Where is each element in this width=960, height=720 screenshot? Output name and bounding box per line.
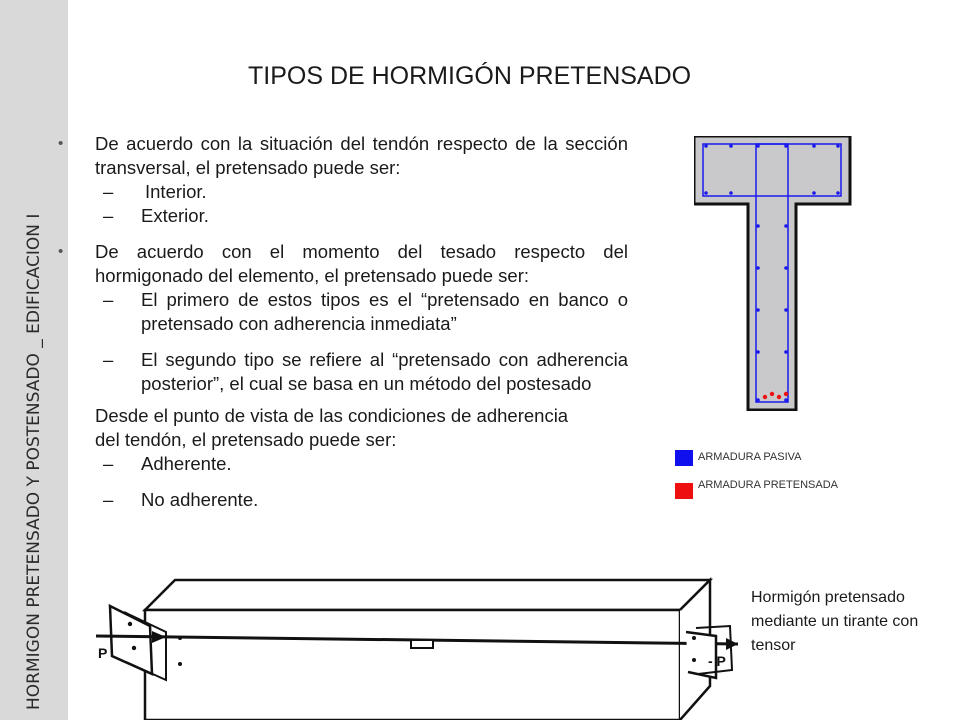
bullet-tendon-position bbox=[58, 132, 628, 180]
sidebar-course-title: HORMIGON PRETENSADO Y POSTENSADO _ EDIFICACION I bbox=[24, 213, 44, 710]
right-force-label: - P bbox=[708, 653, 726, 669]
bullet-text: De acuerdo con el momento del tesado respecto del hormigonado del elemento, el pretensado puede ser: bbox=[95, 241, 628, 286]
prestressed-beam-diagram bbox=[90, 576, 740, 720]
sub-item-interior bbox=[95, 180, 628, 204]
coupler bbox=[411, 640, 433, 648]
sub-item-exterior bbox=[95, 204, 628, 228]
dash: – bbox=[103, 205, 114, 226]
bullet-dot: • bbox=[58, 243, 64, 260]
sub-item-text: Exterior. bbox=[141, 205, 209, 226]
sub-item-pretensado-banco bbox=[95, 288, 628, 336]
slide-body bbox=[58, 132, 628, 512]
sub-item-text: El primero de estos tipos es el “pretensado en banco o pretensado con adherencia inmediata” bbox=[141, 289, 628, 334]
dash: – bbox=[103, 453, 114, 474]
t-beam-section-diagram bbox=[694, 136, 854, 411]
paragraph-adherence: Desde el punto de vista de las condiciones de adherencia del tendón, el pretensado puede ser: bbox=[95, 405, 569, 450]
legend-passive-swatch bbox=[675, 450, 693, 466]
dash: – bbox=[103, 289, 114, 310]
bullet-dot: • bbox=[58, 135, 64, 152]
bullet-tensioning-moment bbox=[58, 240, 628, 288]
beam-caption: Hormigón pretensado mediante un tirante con tensor bbox=[751, 589, 919, 654]
sub-item-text: No adherente. bbox=[141, 489, 259, 510]
legend-prestressed-label: ARMADURA PRETENSADA bbox=[698, 479, 838, 491]
legend-passive-label: ARMADURA PASIVA bbox=[698, 451, 802, 463]
dash: – bbox=[103, 489, 114, 510]
sub-item-text: Interior. bbox=[145, 181, 207, 202]
beam-front-face bbox=[145, 610, 680, 720]
dash: – bbox=[103, 349, 114, 370]
sub-item-adherente bbox=[95, 452, 628, 476]
bullet-text: De acuerdo con la situación del tendón respecto de la sección transversal, el pretensado puede ser: bbox=[95, 133, 628, 178]
legend-prestressed-swatch bbox=[675, 483, 693, 499]
beam-top-face bbox=[145, 580, 710, 610]
slide-title: TIPOS DE HORMIGÓN PRETENSADO bbox=[248, 62, 692, 90]
sub-item-adherencia-posterior bbox=[95, 348, 628, 396]
sub-item-text: El segundo tipo se refiere al “pretensado con adherencia posterior”, el cual se basa en un método del postesado bbox=[141, 349, 628, 394]
sub-item-text: Adherente. bbox=[141, 453, 232, 474]
sub-item-no-adherente bbox=[95, 488, 628, 512]
left-force-label: P bbox=[98, 645, 108, 661]
dash: – bbox=[103, 181, 114, 202]
